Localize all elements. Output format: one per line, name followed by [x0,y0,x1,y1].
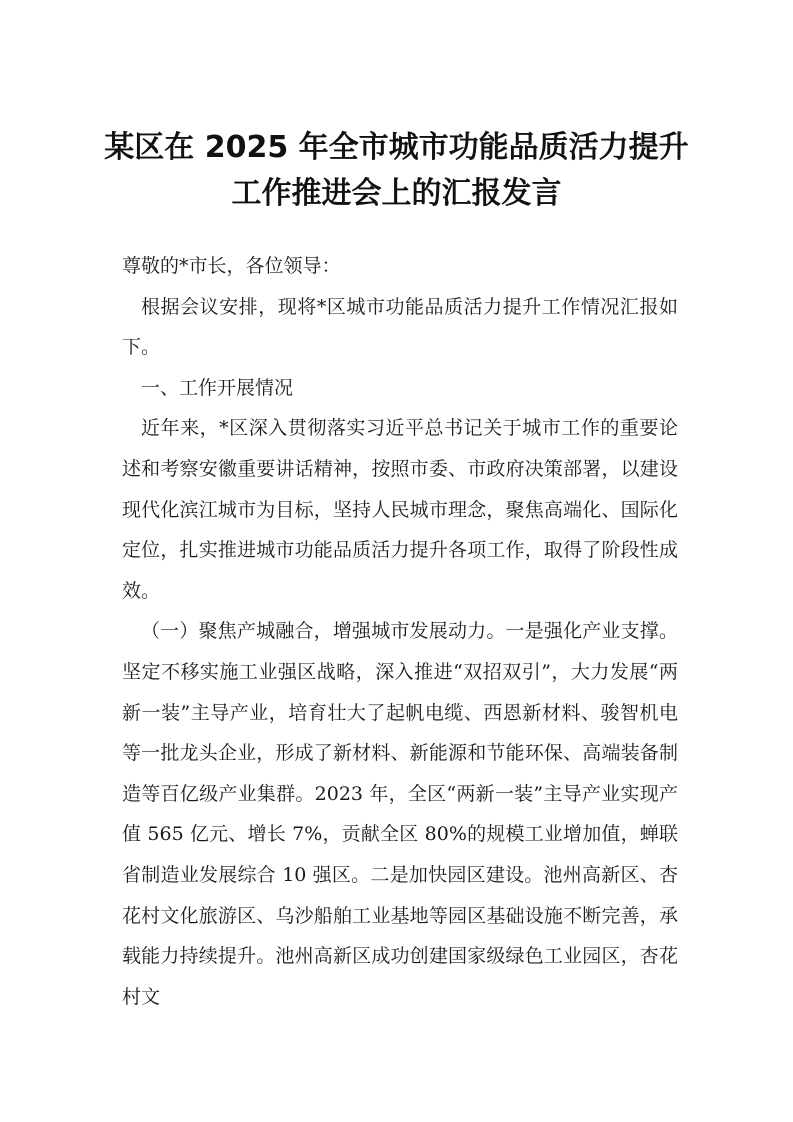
body-paragraph-2: （一）聚焦产城融合，增强城市发展动力。一是强化产业支撑。坚定不移实施工业强区战略，深入推进“双招双引”，大力发展“两新一装”主导产业，培育壮大了起帆电缆、西恩新材料、骏智机电等一批龙头企业，形成了新材料、新能源和节能环保、高端装备制造等百亿级产业集群。2023 年，全区“两新一装”主导产业实现产值 565 亿元、增长 7%，贡献全区 80%的规模工业增加值，蝉联省制造业发展综合 10 强区。二是加快园区建设。池州高新区、杏花村文化旅游区、乌沙船舶工业基地等园区基础设施不断完善，承载能力持续提升。池州高新区成功创建国家级绿色工业园区，杏花村文 [122,620,678,1008]
intro-paragraph: 根据会议安排，现将*区城市功能品质活力提升工作情况汇报如下。 [122,295,678,359]
body-paragraph-1: 近年来，*区深入贯彻落实习近平总书记关于城市工作的重要论述和考察安徽重要讲话精神，按照市委、市政府决策部署，以建设现代化滨江城市为目标，坚持人民城市理念，聚焦高端化、国际化定位，扎实推进城市功能品质活力提升各项工作，取得了阶段性成效。 [122,417,678,602]
document-title-line-1: 某区在 2025 年全市城市功能品质活力提升 [104,130,689,165]
section-heading-1: 一、工作开展情况 [141,376,294,399]
document-title-line-2: 工作推进会上的汇报发言 [231,176,562,211]
document-body [122,246,678,1017]
salutation: 尊敬的*市长，各位领导： [122,255,341,277]
